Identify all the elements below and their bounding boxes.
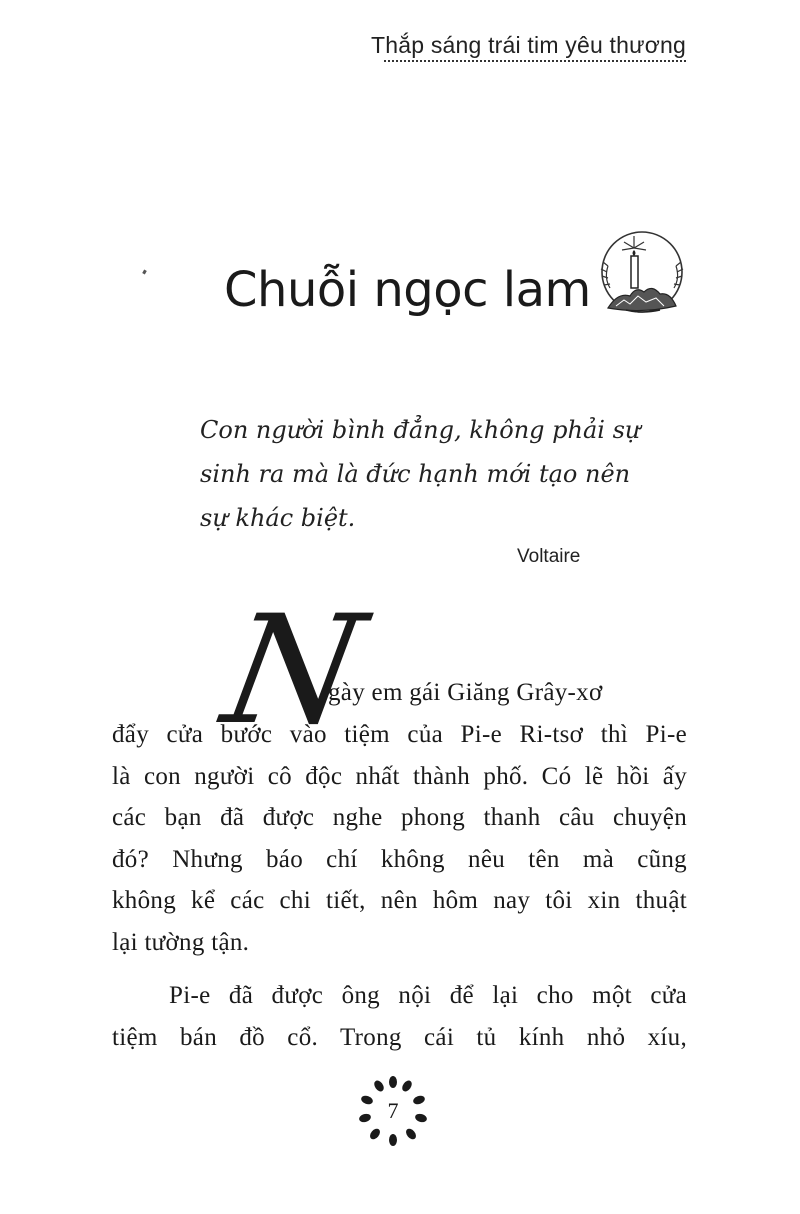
- page-number: 7: [387, 1098, 399, 1123]
- epigraph-line: sự khác biệt.: [200, 504, 356, 532]
- text-line: đó? Nhưng báo chí không nêu tên mà cũng: [112, 845, 687, 873]
- page-number-ornament: [355, 1076, 431, 1146]
- paragraph-1: [112, 714, 687, 963]
- drop-cap: N: [212, 584, 375, 758]
- text-line: tiệm bán đồ cổ. Trong cái tủ kính nhỏ xíu,: [112, 1023, 687, 1051]
- print-speck: [142, 270, 147, 275]
- text-line: các bạn đã được nghe phong thanh câu chuyện: [112, 804, 687, 831]
- paragraph-2: [112, 975, 687, 1058]
- epigraph-line: Con người bình đẳng, không phải sự: [200, 416, 641, 444]
- candle-wreath-icon: [596, 226, 688, 326]
- text-line: là con người cô độc nhất thành phố. Có lẽ hồi ấy: [112, 762, 687, 790]
- text-line: đẩy cửa bước vào tiệm của Pi-e Ri-tsơ thì Pi-e: [112, 721, 687, 748]
- epigraph-quote: [200, 408, 650, 540]
- epigraph-author: Voltaire: [517, 546, 581, 567]
- paragraph-1-first-line: gày em gái Giăng Grây-xơ: [328, 679, 603, 706]
- text-line: lại tường tận.: [112, 928, 250, 956]
- epigraph-line: sinh ra mà là đức hạnh mới tạo nên: [200, 460, 631, 488]
- chapter-title: Chuỗi ngọc lam: [224, 262, 591, 318]
- text-line: Pi-e đã được ông nội để lại cho một cửa: [169, 982, 687, 1009]
- running-header: Thắp sáng trái tim yêu thương: [371, 32, 686, 58]
- header-dotted-rule: [384, 60, 686, 62]
- text-line: không kể các chi tiết, nên hôm nay tôi xin thuật: [112, 887, 687, 914]
